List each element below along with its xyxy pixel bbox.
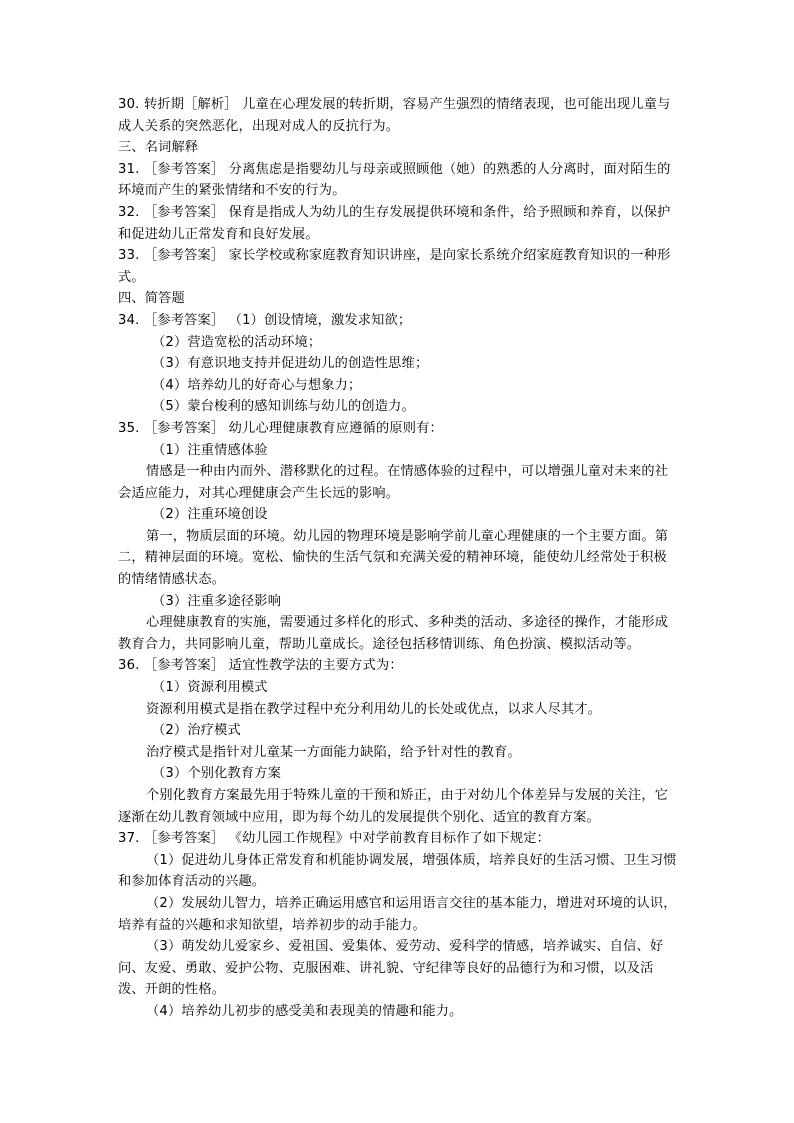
answer-35-paragraph: 情感是一种由内而外、潜移默化的过程。在情感体验的过程中，可以增强儿童对未来的社会适应能力，对其心理健康会产生长远的影响。 bbox=[118, 464, 669, 501]
answer-36-subheading: （3）个别化教育方案 bbox=[152, 766, 282, 782]
answer-35: 35. ［参考答案］ 幼儿心理健康教育应遵循的原则有： bbox=[118, 420, 443, 436]
answer-36-subheading: （1）资源利用模式 bbox=[152, 680, 268, 696]
answer-35-subheading: （3）注重多途径影响 bbox=[152, 593, 282, 609]
answer-37-item: （4）培养幼儿初步的感受美和表现美的情趣和能力。 bbox=[146, 1003, 463, 1019]
answer-37: 37. ［参考答案］ 《幼儿园工作规程》中对学前教育目标作了如下规定： bbox=[118, 831, 550, 847]
answer-31: 31. ［参考答案］ 分离焦虑是指婴幼儿与母亲或照顾他（她）的熟悉的人分离时，面对陌生的环境而产生的紧张情绪和不安的行为。 bbox=[118, 161, 671, 199]
answer-30: 30. 转折期［解析］ 儿童在心理发展的转折期，容易产生强烈的情绪表现，也可能出现儿童与成人关系的突然恶化，出现对成人的反抗行为。 bbox=[118, 97, 671, 134]
answer-36-paragraph: 资源利用模式是指在教学过程中充分利用幼儿的长处或优点，以求人尽其才。 bbox=[146, 701, 602, 717]
answer-37-item: （3）萌发幼儿爱家乡、爱祖国、爱集体、爱劳动、爱科学的情感，培养诚实、自信、好问、友爱、勇敢、爱护公物、克服困难、讲礼貌、守纪律等良好的品德行为和习惯，以及活泼、开朗的性格。 bbox=[118, 939, 664, 998]
answer-36-subheading: （2）治疗模式 bbox=[152, 723, 241, 739]
section-heading-short-answer: 四、简答题 bbox=[118, 291, 185, 307]
answer-34-item: （3）有意识地支持并促进幼儿的创造性思维； bbox=[152, 356, 429, 372]
answer-36-paragraph: 个别化教育方案最先用于特殊儿童的干预和矫正，由于对幼儿个体差异与发展的关注，它逐渐在幼儿教育领域中应用，即为每个幼儿的发展提供个别化、适宜的教育方案。 bbox=[118, 788, 669, 825]
answer-34-item: （5）蒙台梭利的感知训练与幼儿的创造力。 bbox=[152, 399, 415, 415]
answer-33: 33. ［参考答案］ 家长学校或称家庭教育知识讲座，是向家长系统介绍家庭教育知识的一种形式。 bbox=[118, 248, 671, 285]
answer-34: 34. ［参考答案］ （1）创设情境，激发求知欲； bbox=[118, 312, 412, 328]
answer-36: 36. ［参考答案］ 适宜性教学法的主要方式为： bbox=[118, 658, 403, 674]
answer-36-paragraph: 治疗模式是指针对儿童某一方面能力缺陷，给予针对性的教育。 bbox=[146, 744, 521, 760]
section-heading-term-definitions: 三、名词解释 bbox=[118, 140, 199, 156]
answer-34-item: （2）营造宽松的活动环境； bbox=[152, 334, 322, 350]
answer-35-paragraph: 心理健康教育的实施，需要通过多样化的形式、多种类的活动、多途径的操作，才能形成教育合力，共同影响儿童，帮助儿童成长。途径包括移情训练、角色扮演、模拟活动等。 bbox=[118, 615, 669, 652]
document-body bbox=[118, 94, 678, 1023]
answer-35-paragraph: 第一，物质层面的环境。幼儿园的物理环境是影响学前儿童心理健康的一个主要方面。第二，精神层面的环境。宽松、愉快的生活气氛和充满关爱的精神环境，能使幼儿经常处于积极的情绪情感状态。 bbox=[118, 528, 669, 588]
answer-37-item: （2）发展幼儿智力，培养正确运用感官和运用语言交往的基本能力，增进对环境的认识，培养有益的兴趣和求知欲望，培养初步的动手能力。 bbox=[118, 895, 677, 933]
answer-34-item: （4）培养幼儿的好奇心与想象力； bbox=[152, 377, 362, 393]
answer-35-subheading: （1）注重情感体验 bbox=[152, 442, 268, 458]
answer-37-item: （1）促进幼儿身体正常发育和机能协调发展，增强体质，培养良好的生活习惯、卫生习惯和参加体育活动的兴趣。 bbox=[118, 852, 677, 890]
answer-35-subheading: （2）注重环境创设 bbox=[152, 507, 268, 523]
answer-32: 32. ［参考答案］ 保育是指成人为幼儿的生存发展提供环境和条件，给予照顾和养育，以保护和促进幼儿正常发育和良好发展。 bbox=[118, 204, 671, 242]
